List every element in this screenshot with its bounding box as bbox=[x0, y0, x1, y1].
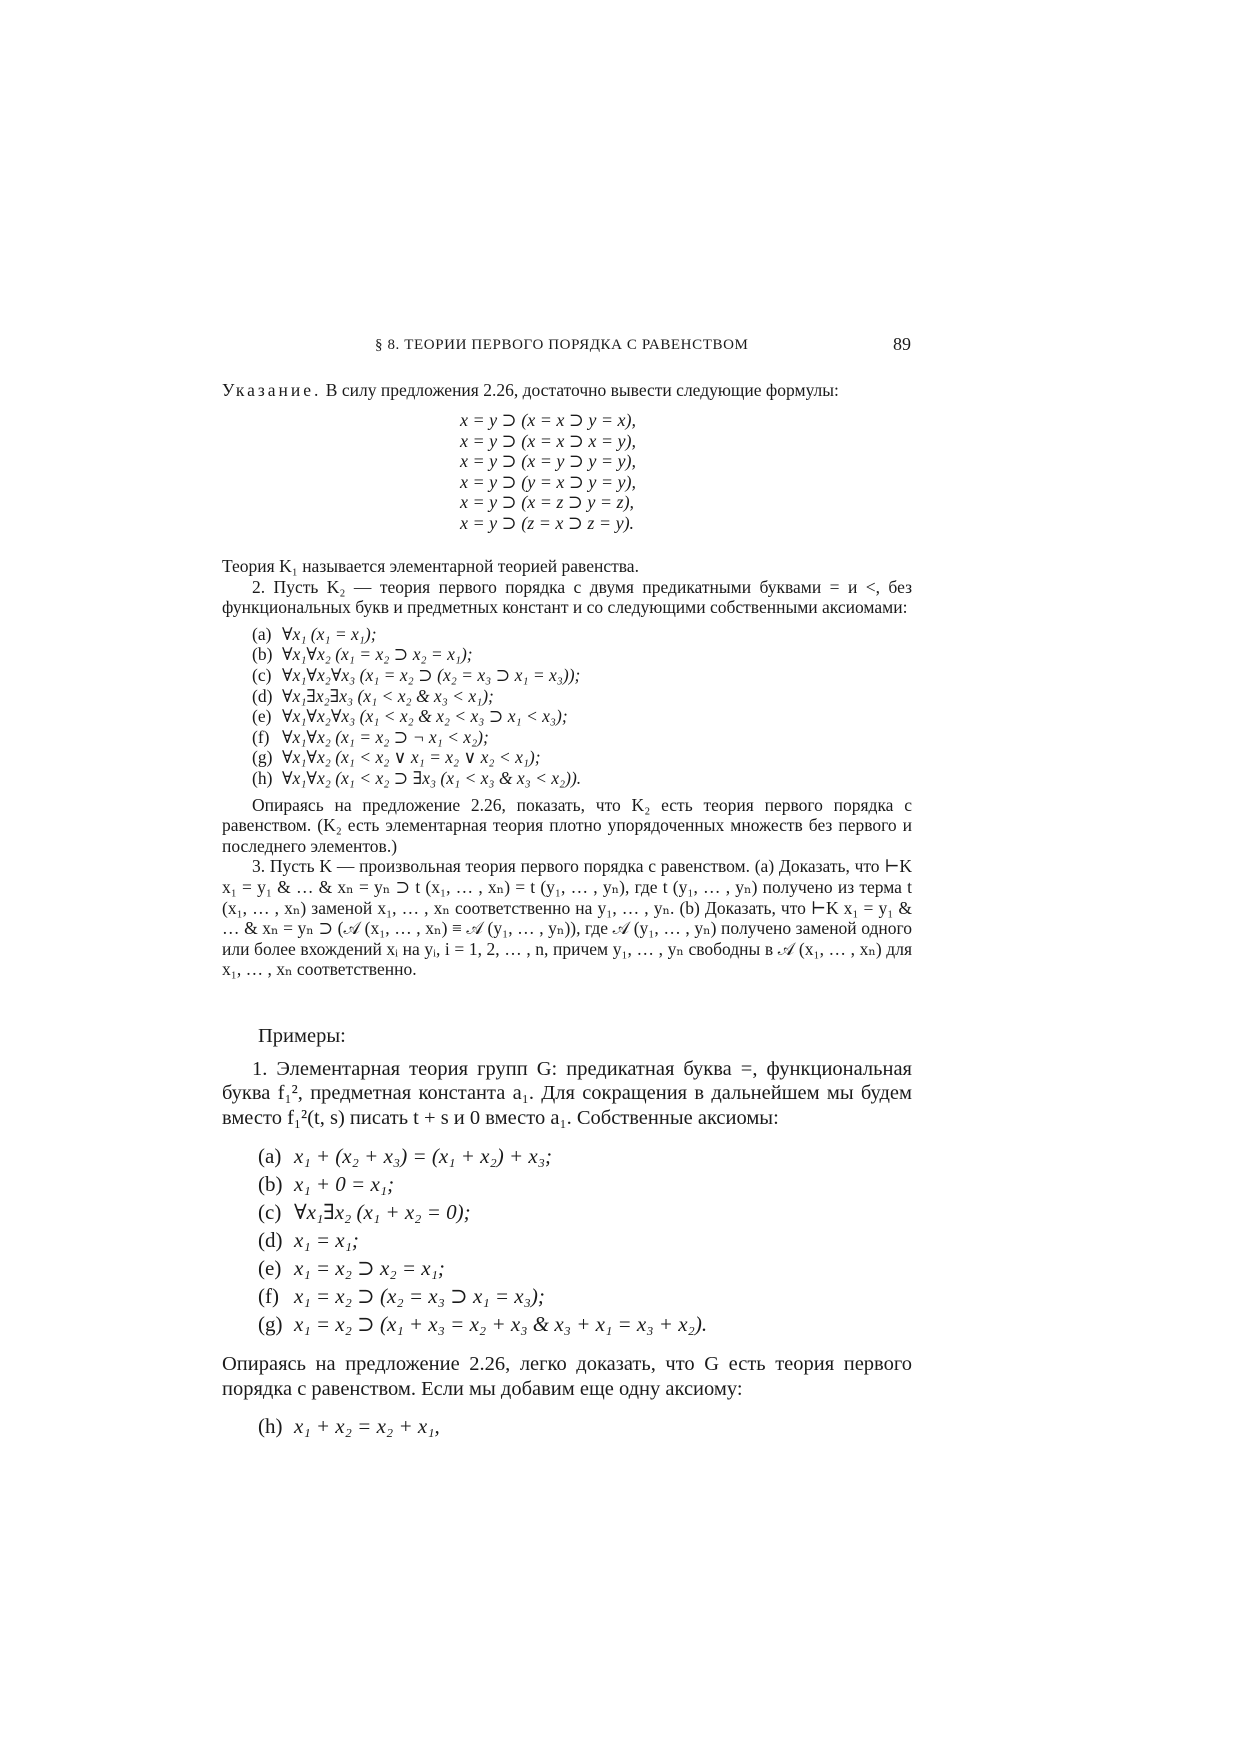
examples-block bbox=[222, 1016, 912, 1454]
extra-axiom bbox=[258, 1412, 912, 1440]
exercises-block bbox=[222, 556, 912, 980]
axiom-item: (b) ∀x₁∀x₂ (x₁ = x₂ ⊃ x₂ = x₁); bbox=[252, 644, 473, 665]
axiom-item: (d) ∀x₁∃x₂∃x₃ (x₁ < x₂ & x₃ < x₁); bbox=[252, 685, 494, 706]
hint-paragraph bbox=[222, 380, 912, 401]
theory-k1-sentence: Теория K₁ называется элементарной теорией равенства. bbox=[222, 556, 639, 576]
axiom-item: (f) x₁ = x₂ ⊃ (x₂ = x₃ ⊃ x₁ = x₃); bbox=[258, 1284, 545, 1309]
examples-title: Примеры: bbox=[258, 1025, 346, 1047]
hint-formula: x = y ⊃ (x = z ⊃ y = z), bbox=[460, 492, 635, 513]
axiom-item: (e) x₁ = x₂ ⊃ x₂ = x₁; bbox=[258, 1256, 445, 1281]
hint-text: В силу предложения 2.26, достаточно вывести следующие формулы: bbox=[321, 380, 839, 400]
axiom-item: (g) x₁ = x₂ ⊃ (x₁ + x₃ = x₂ + x₃ & x₃ + x₁ = x₃ + x₂). bbox=[258, 1312, 708, 1337]
running-title: § 8. ТЕОРИИ ПЕРВОГО ПОРЯДКА С РАВЕНСТВОМ bbox=[375, 337, 749, 353]
hint-formulas bbox=[460, 410, 636, 534]
axiom-item: (a) ∀x₁ (x₁ = x₁); bbox=[252, 623, 377, 644]
hint-formula: x = y ⊃ (y = x ⊃ y = y), bbox=[460, 471, 637, 492]
exercise-2-axioms bbox=[252, 624, 912, 789]
hint-formula: x = y ⊃ (x = x ⊃ y = x), bbox=[460, 410, 637, 430]
axiom-item: (d) x₁ = x₁; bbox=[258, 1228, 359, 1253]
examples-conclusion: Опираясь на предложение 2.26, легко доказать, что G есть теория первого порядка с равенством. Если мы добавим еще одну аксиому: bbox=[222, 1353, 912, 1400]
axiom-item: (e) ∀x₁∀x₂∀x₃ (x₁ < x₂ & x₂ < x₃ ⊃ x₁ < x₃); bbox=[252, 706, 568, 727]
hint-formula: x = y ⊃ (x = x ⊃ x = y), bbox=[460, 430, 637, 451]
exercise-2-intro: 2. Пусть K₂ — теория первого порядка с двумя предикатными буквами = и <, без функциональных букв и предметных констант и со следующими собственными аксиомами: bbox=[222, 576, 912, 618]
page-number: 89 bbox=[893, 334, 911, 354]
hint-formula: x = y ⊃ (z = x ⊃ z = y). bbox=[460, 512, 635, 533]
exercise-2-conclusion: Опираясь на предложение 2.26, показать, что K₂ есть теория первого порядка с равенством. (K₂ есть элементарная теория плотно упорядоченных множеств без первого и последнего элементов.) bbox=[222, 794, 912, 856]
hint-formula: x = y ⊃ (x = y ⊃ y = y), bbox=[460, 451, 637, 472]
axiom-item: (h) x₁ + x₂ = x₂ + x₁, bbox=[258, 1413, 440, 1438]
axiom-item: (a) x₁ + (x₂ + x₃) = (x₁ + x₂) + x₃; bbox=[258, 1144, 553, 1169]
axiom-item: (f) ∀x₁∀x₂ (x₁ = x₂ ⊃ ¬ x₁ < x₂); bbox=[252, 726, 489, 747]
group-axioms bbox=[258, 1142, 912, 1338]
axiom-item: (b) x₁ + 0 = x₁; bbox=[258, 1172, 395, 1197]
axiom-item: (c) ∀x₁∃x₂ (x₁ + x₂ = 0); bbox=[258, 1200, 471, 1225]
axiom-item: (h) ∀x₁∀x₂ (x₁ < x₂ ⊃ ∃x₃ (x₁ < x₃ & x₃ < x₂)). bbox=[252, 767, 582, 788]
axiom-item: (g) ∀x₁∀x₂ (x₁ < x₂ ∨ x₁ = x₂ ∨ x₂ < x₁); bbox=[252, 747, 541, 768]
examples-intro: 1. Элементарная теория групп G: предикатная буква =, функциональная буква f₁², предметная константа a₁. Для сокращения в дальнейшем мы будем вместо f₁²(t, s) писать t + s и 0 вместо a₁. Собственные аксиомы: bbox=[222, 1057, 912, 1129]
axiom-item: (c) ∀x₁∀x₂∀x₃ (x₁ = x₂ ⊃ (x₂ = x₃ ⊃ x₁ = x₃)); bbox=[252, 664, 581, 685]
exercise-3: 3. Пусть K — произвольная теория первого порядка с равенством. (а) Доказать, что ⊢K x₁ = y₁ & … & xₙ = yₙ ⊃ t (x₁, … , xₙ) = t (y₁, … , yₙ), где t (y₁, … , yₙ) получено из терма t (x₁, … , xₙ) заменой x₁, … , xₙ соответственно на y₁, … , yₙ. (b) Доказать, что ⊢K x₁ = y₁ & … & xₙ = yₙ ⊃ (𝒜 (x₁, … , xₙ) ≡ 𝒜 (y₁, … , yₙ)), где 𝒜 (y₁, … , yₙ) получено заменой одного или более вхождений xᵢ на yᵢ, i = 1, 2, … , n, причем y₁, … , yₙ свободны в 𝒜 (x₁, … , xₙ) для x₁, … , xₙ соответственно. bbox=[222, 856, 912, 980]
hint-label: Указание. bbox=[222, 380, 322, 400]
